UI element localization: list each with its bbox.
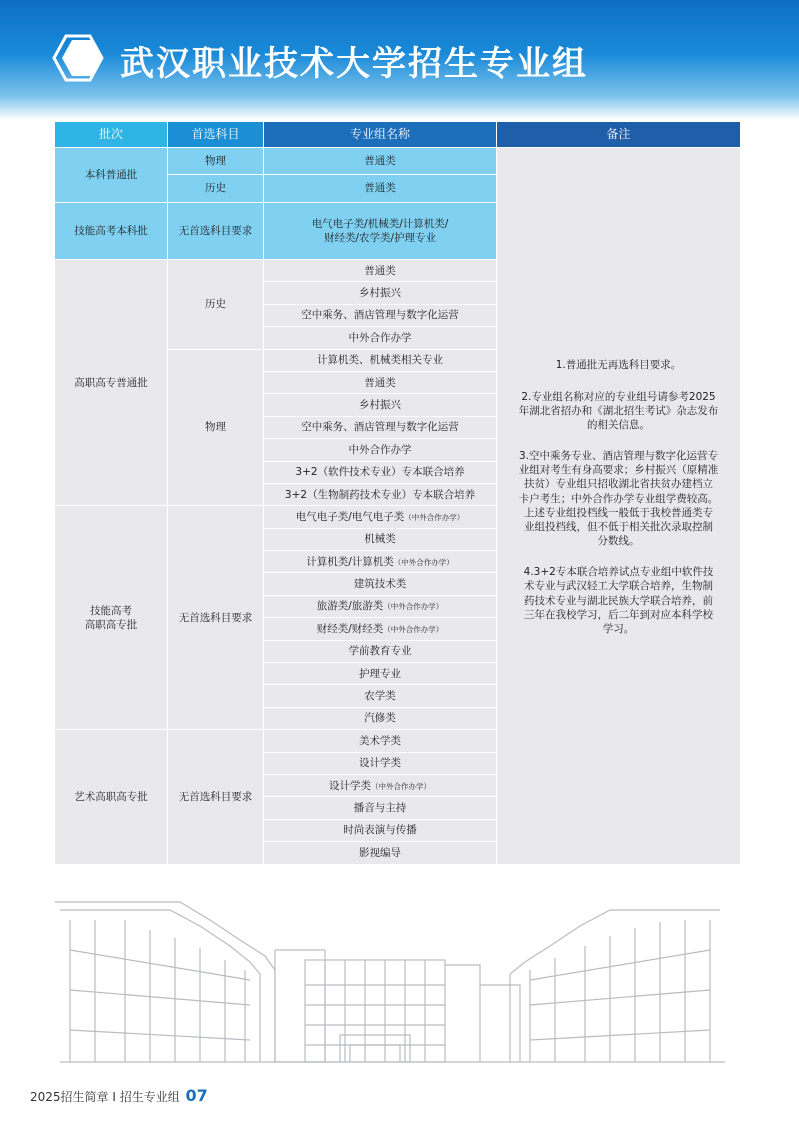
group-cell [264,775,497,797]
group-cell: 普通类 [264,148,497,175]
header-batch: 批次 [55,122,168,148]
group-tag: （中外合作办学） [383,624,444,634]
group-cell: 中外合作办学 [264,327,497,349]
hexagon-logo-icon [52,34,104,82]
group-name: 汽修类 [364,712,396,725]
group-cell: 普通类 [264,372,497,394]
page-footer [30,1086,208,1105]
header-notes: 备注 [497,122,741,148]
group-name: 美术学类 [359,734,401,747]
batch-cell: 技能高考本科批 [55,203,168,260]
note-item: 4.3+2专本联合培养试点专业组中软件技 术专业与武汉轻工大学联合培养，生物制 药技术专业与湖北民族大学联合培养，前 三年在我校学习，后二年到对应本科学校 学习。 [523,566,714,635]
group-name: 电气电子类/电气电子类 [295,510,405,523]
group-cell: 3+2（软件技术专业）专本联合培养 [264,462,497,484]
group-cell: 乡村振兴 [264,394,497,416]
group-name: 财经类/财经类 [316,622,384,635]
group-cell: 3+2（生物制药技术专业）专本联合培养 [264,484,497,506]
group-cell [264,797,497,819]
subject-cell: 物理 [168,350,264,507]
group-tag: （中外合作办学） [383,602,444,612]
group-name: 设计学类 [359,757,401,770]
group-cell: 普通类 [264,260,497,282]
batch-cell: 高职高专普通批 [55,260,168,506]
group-cell: 电气电子类/机械类/计算机类/ 财经类/农学类/护理专业 [264,203,497,260]
page-title: 武汉职业技术大学招生专业组 [120,44,588,84]
group-cell [264,685,497,707]
group-cell [264,618,497,640]
group-cell [264,596,497,618]
group-cell: 空中乘务、酒店管理与数字化运营 [264,305,497,327]
header-group-name: 专业组名称 [264,122,497,148]
group-name: 旅游类/旅游类 [316,600,384,613]
subject-cell: 物理 [168,148,264,175]
group-name: 时尚表演与传播 [343,824,417,837]
page-number: 07 [185,1086,208,1105]
subject-cell: 无首选科目要求 [168,506,264,730]
group-name: 农学类 [364,690,396,703]
batch-cell: 技能高考 高职高专批 [55,506,168,730]
batch-cell: 艺术高职高专批 [55,730,168,864]
group-name: 影视编导 [359,846,401,859]
group-cell [264,708,497,730]
group-cell [264,753,497,775]
group-tag: （中外合作办学） [371,781,431,791]
note-item: 1.普通批无再选科目要求。 [555,359,682,372]
header-subject: 首选科目 [168,122,264,148]
group-cell [264,641,497,663]
group-name: 学前教育专业 [348,645,412,658]
group-name: 建筑技术类 [353,578,407,591]
group-cell [264,663,497,685]
subject-cell: 历史 [168,175,264,203]
subject-cell: 无首选科目要求 [168,730,264,864]
page-header [0,0,799,120]
footer-text: 2025招生简章 Ⅰ 招生专业组 [30,1090,180,1104]
note-item: 3.空中乘务专业、酒店管理与数字化运营专 业组对考生有身高要求；乡村振兴（原精准 扶贫）专业组只招收湖北省扶贫办建档立 卡户考生；中外合作办学专业组学费较高。 上述专业组投档线一般低于我校普通类专 业组投档线，但不低于相关批次录取控制 分数线。 [518,450,719,548]
group-cell: 中外合作办学 [264,439,497,461]
group-cell [264,529,497,551]
group-name: 计算机类/计算机类 [306,555,394,568]
group-cell: 计算机类、机械类相关专业 [264,350,497,372]
group-cell: 乡村振兴 [264,282,497,304]
group-cell [264,820,497,842]
subject-cell: 无首选科目要求 [168,203,264,260]
group-cell: 普通类 [264,175,497,203]
group-cell [264,573,497,595]
group-cell [264,730,497,752]
group-name: 机械类 [364,533,396,546]
notes-cell [497,148,741,865]
group-name: 设计学类 [329,779,371,792]
table-row [55,148,741,175]
enrollment-groups-table [55,122,741,865]
batch-cell: 本科普通批 [55,148,168,203]
note-item: 2.专业组名称对应的专业组号请参考2025 年湖北省招办和《湖北招生考试》杂志发布 的相关信息。 [518,390,719,431]
campus-building-illustration [50,890,730,1070]
table-header-row [55,122,741,148]
subject-cell: 历史 [168,260,264,350]
group-cell [264,506,497,528]
group-name: 护理专业 [359,667,401,680]
group-tag: （中外合作办学） [404,512,465,522]
group-name: 播音与主持 [353,801,407,814]
group-cell: 空中乘务、酒店管理与数字化运营 [264,417,497,439]
group-cell [264,551,497,573]
group-cell [264,842,497,864]
group-tag: （中外合作办学） [393,557,454,567]
